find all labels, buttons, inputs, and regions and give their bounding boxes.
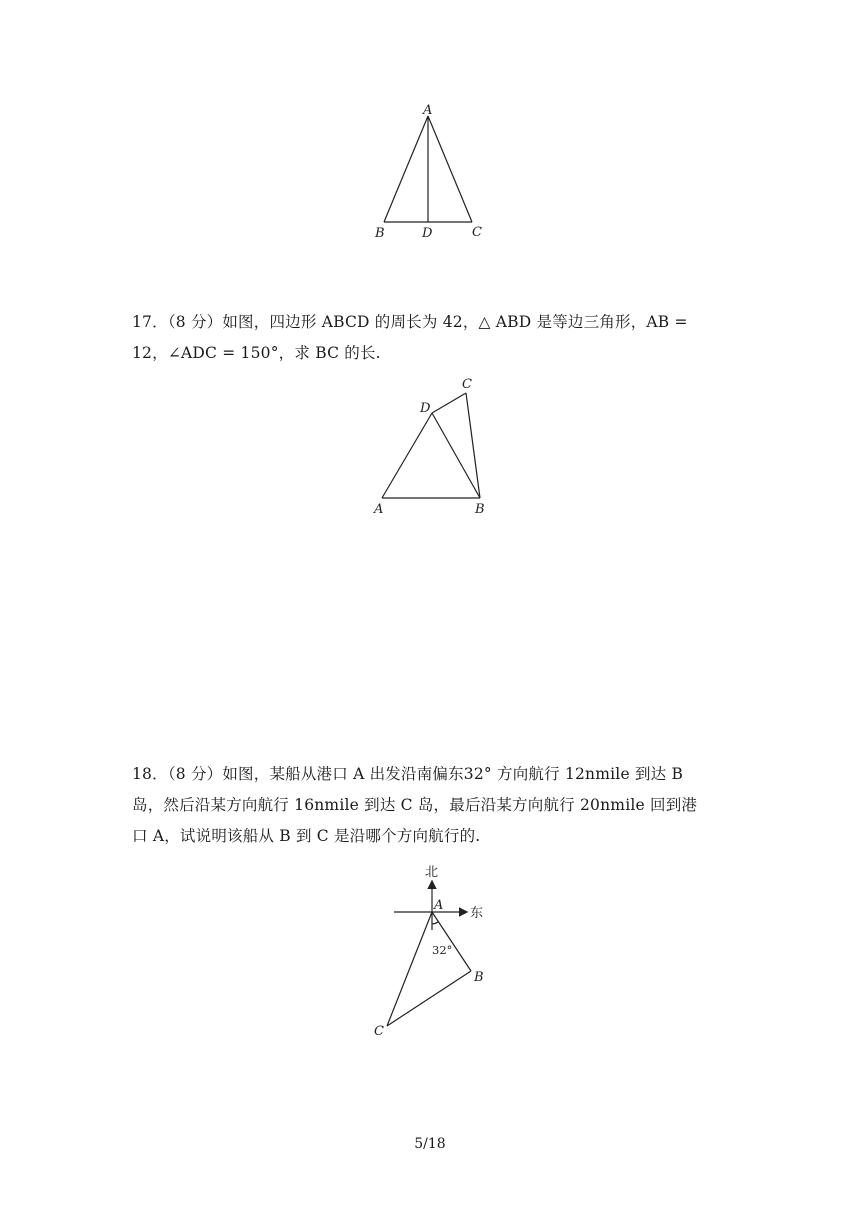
vertex-label-c: C [374,1024,384,1039]
navigation-figure [370,860,500,1040]
page-number: 5/18 [414,1136,446,1152]
segment-db [432,413,480,498]
segment-ca [387,912,432,1026]
vertex-label-b: B [475,502,485,517]
vertex-label-d: D [422,226,433,241]
problem-18-line-2: 岛，然后沿某方向航行 16nmile 到达 C 岛，最后沿某方向航行 20nmile 回到港 [132,796,698,814]
segment-ab [432,912,471,971]
segment-ac [428,116,472,222]
problem-17-line-1: 17．（8 分）如图，四边形 ABCD 的周长为 42，△ ABD 是等边三角形，AB = [132,313,688,331]
segment-cb [466,393,480,498]
vertex-label-b: B [375,226,385,241]
vertex-label-a: A [374,502,384,517]
problem-18-line-1: 18．（8 分）如图，某船从港口 A 出发沿南偏东32° 方向航行 12nmile 到达 B [132,765,684,783]
vertex-label-b: B [474,970,484,985]
north-label: 北 [425,865,439,880]
segment-bc [387,971,471,1026]
segment-ab [384,116,428,222]
segment-dc [432,393,466,413]
vertex-label-c: C [462,377,472,392]
vertex-label-d: D [420,401,431,416]
vertex-label-a: A [423,103,433,118]
problem-18-text [132,759,732,852]
vertex-label-a: A [434,898,444,913]
angle-label: 32° [432,943,453,957]
quadrilateral-abcd-figure [366,372,496,517]
problem-18-line-3: 口 A，试说明该船从 B 到 C 是沿哪个方向航行的. [132,827,481,845]
problem-17-line-2: 12，∠ADC = 150°，求 BC 的长. [132,344,381,362]
vertex-label-c: C [472,225,482,240]
triangle-abc-figure [360,100,500,245]
angle-arc [432,922,438,924]
problem-17-text [132,307,732,369]
east-label: 东 [470,906,484,921]
segment-ad [382,413,432,498]
